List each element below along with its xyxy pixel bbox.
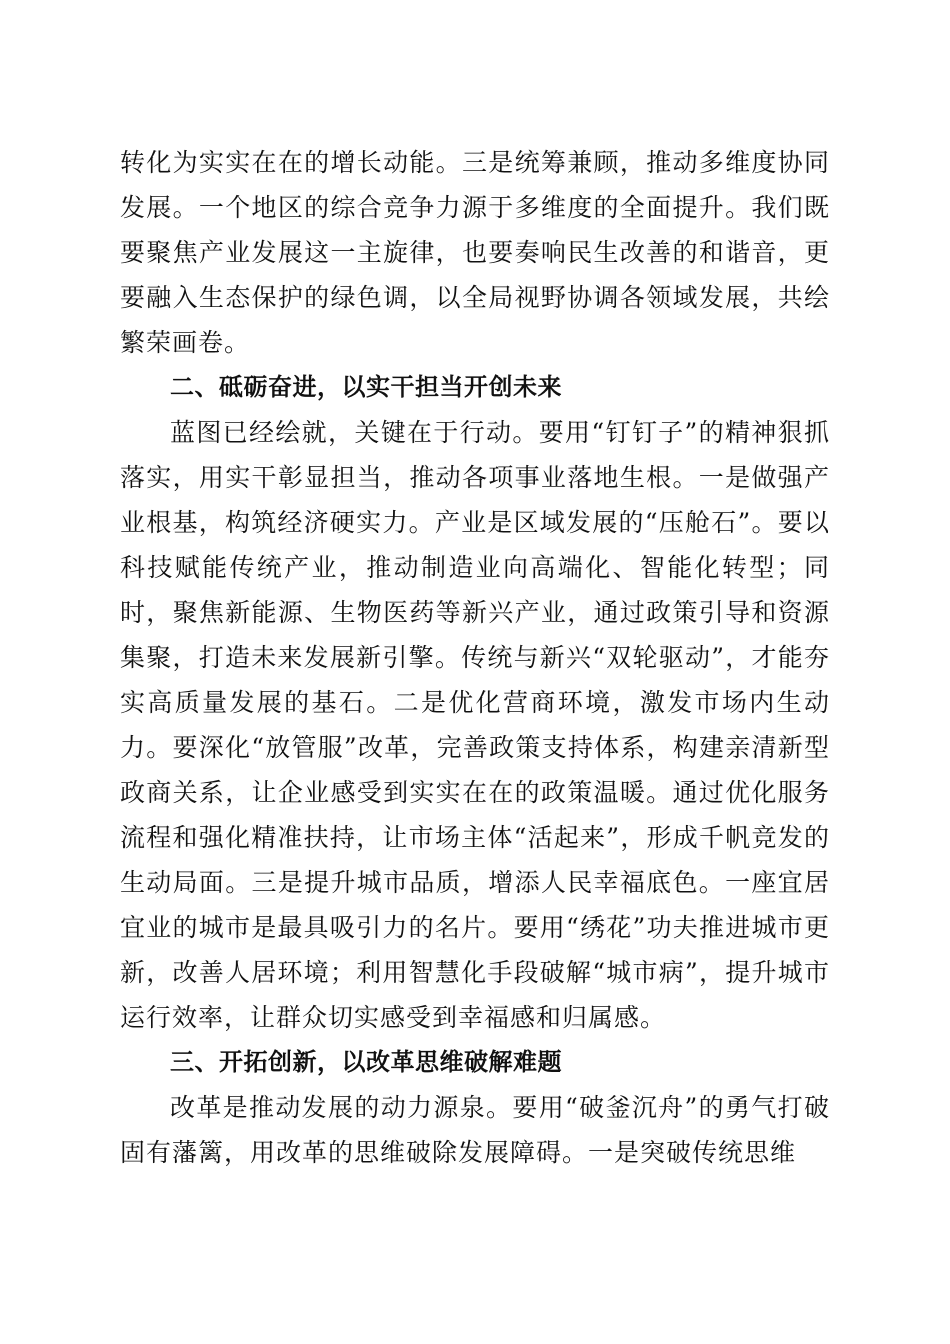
section-heading-2: 二、砥砺奋进，以实干担当开创未来 — [170, 373, 562, 401]
document-body — [120, 140, 830, 1175]
section-heading-3: 三、开拓创新，以改革思维破解难题 — [170, 1048, 562, 1076]
paragraph-continuation: 转化为实实在在的增长动能。三是统筹兼顾，推动多维度协同发展。一个地区的综合竞争力源于多维度的全面提升。我们既要聚焦产业发展这一主旋律，也要奏响民生改善的和谐音，更要融入生态保护的绿色调，以全局视野协调各领域发展，共绘繁荣画卷。 — [120, 148, 830, 357]
section-3-paragraph: 改革是推动发展的动力源泉。要用“破釜沉舟”的勇气打破固有藩篱，用改革的思维破除发展障碍。一是突破传统思维 — [120, 1093, 830, 1167]
section-2-paragraph: 蓝图已经绘就，关键在于行动。要用“钉钉子”的精神狠抓落实，用实干彰显担当，推动各项事业落地生根。一是做强产业根基，构筑经济硬实力。产业是区域发展的“压舱石”。要以科技赋能传统产业，推动制造业向高端化、智能化转型；同时，聚焦新能源、生物医药等新兴产业，通过政策引导和资源集聚，打造未来发展新引擎。传统与新兴“双轮驱动”，才能夯实高质量发展的基石。二是优化营商环境，激发市场内生动力。要深化“放管服”改革，完善政策支持体系，构建亲清新型政商关系，让企业感受到实实在在的政策温暖。通过优化服务流程和强化精准扶持，让市场主体“活起来”，形成千帆竞发的生动局面。三是提升城市品质，增添人民幸福底色。一座宜居宜业的城市是最具吸引力的名片。要用“绣花”功夫推进城市更新，改善人居环境；利用智慧化手段破解“城市病”，提升城市运行效率，让群众切实感受到幸福感和归属感。 — [120, 418, 830, 1032]
